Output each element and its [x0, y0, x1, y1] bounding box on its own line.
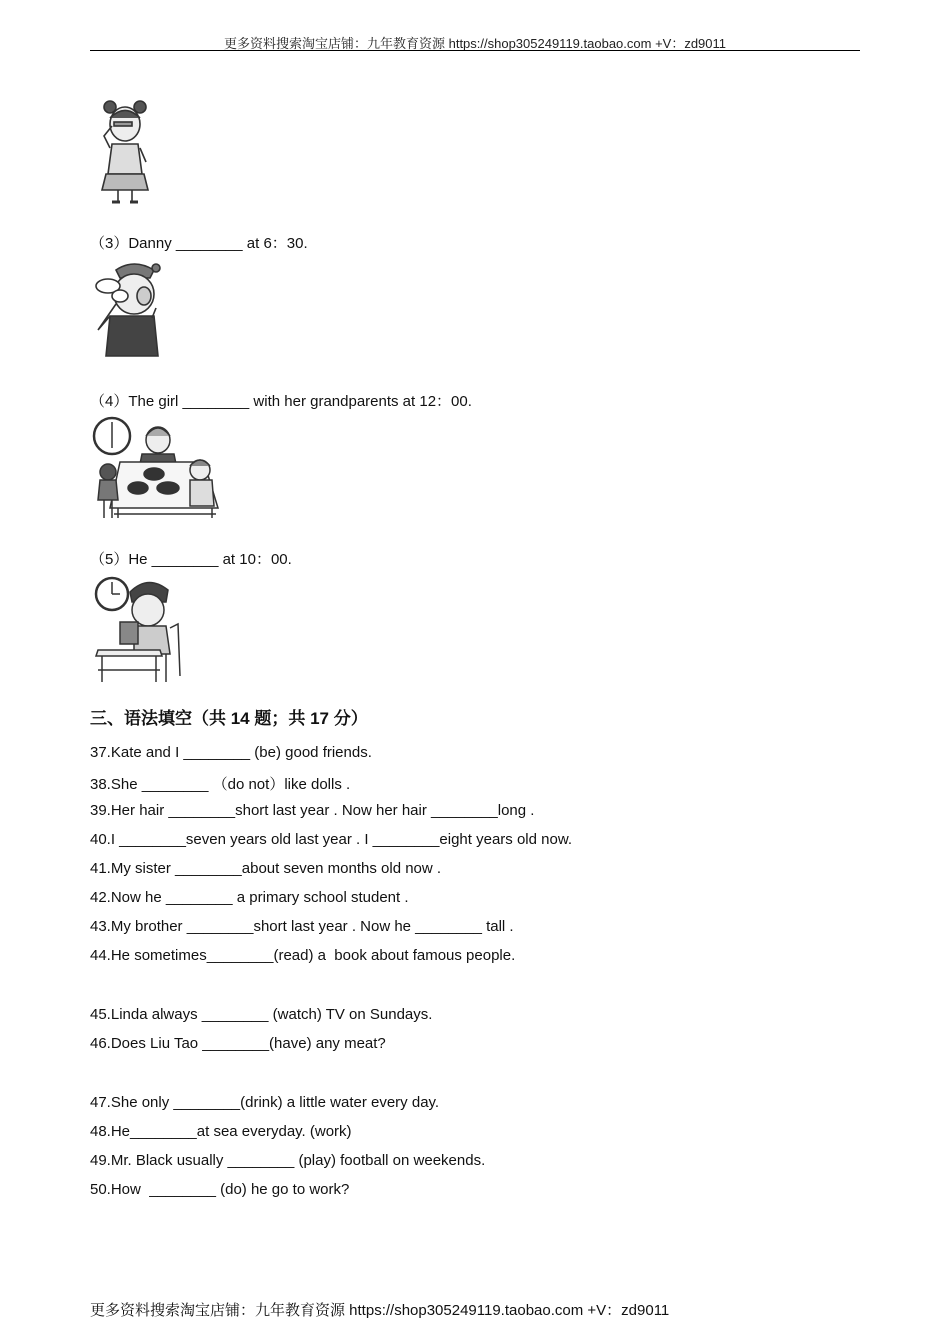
header-divider — [90, 50, 860, 51]
question-44: 44.He sometimes________(read) a book about famous people. — [90, 947, 516, 964]
question-38: 38.She ________ （do not）like dolls . — [90, 776, 351, 793]
question-49: 49.Mr. Black usually ________ (play) football on weekends. — [90, 1152, 486, 1169]
girl-brushing-teeth-icon — [90, 98, 158, 208]
page-footer: 更多资料搜索淘宝店铺：九年教育资源 https://shop305249119.taobao.com +V：zd9011 — [90, 1302, 670, 1319]
question-4: （4）The girl ________ with her grandparents at 12：00. — [90, 393, 472, 410]
question-45: 45.Linda always ________ (watch) TV on Sundays. — [90, 1006, 433, 1023]
boy-washing-face-icon — [90, 256, 162, 358]
page-header: 更多资料搜索淘宝店铺：九年教育资源 https://shop305249119.taobao.com +V：zd9011 — [223, 36, 727, 51]
question-46: 46.Does Liu Tao ________(have) any meat? — [90, 1035, 386, 1052]
question-50: 50.How ________ (do) he go to work? — [90, 1181, 350, 1198]
question-47: 47.She only ________(drink) a little water every day. — [90, 1094, 440, 1111]
question-39: 39.Her hair ________short last year . Now her hair ________long . — [90, 802, 535, 819]
section-title: 三、语法填空（共 14 题；共 17 分） — [90, 709, 368, 728]
question-43: 43.My brother ________short last year . Now he ________ tall . — [90, 918, 514, 935]
question-48: 48.He________at sea everyday. (work) — [90, 1123, 352, 1140]
boy-reading-icon — [90, 572, 184, 684]
question-3: （3）Danny ________ at 6：30. — [90, 235, 308, 252]
question-41: 41.My sister ________about seven months old now . — [90, 860, 442, 877]
family-lunch-icon — [90, 414, 224, 520]
question-40: 40.I ________seven years old last year . I ________eight years old now. — [90, 831, 572, 848]
question-37: 37.Kate and I ________ (be) good friends. — [90, 744, 372, 761]
question-42: 42.Now he ________ a primary school student . — [90, 889, 409, 906]
question-5: （5）He ________ at 10：00. — [90, 551, 292, 568]
